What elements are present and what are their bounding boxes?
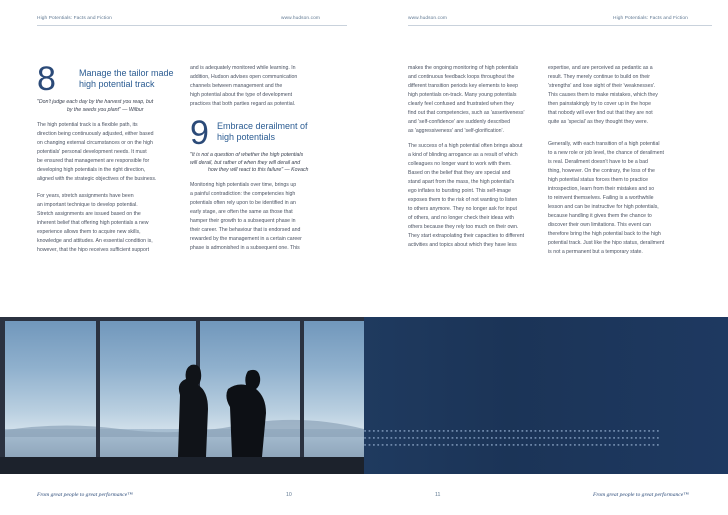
running-header-url: www.hudson.com [281, 16, 320, 21]
page-number-right: 11 [435, 492, 441, 498]
section-9-title-line2: high potentials [217, 131, 276, 142]
header-rule [37, 25, 347, 26]
col3-p2-line: of others, and no longer check their ideas with [408, 215, 514, 221]
col4-p2-line: therefore bring the high potential back to the high [548, 231, 661, 237]
column-1-paragraph-2 [37, 192, 185, 255]
col2-p2-line: potentials often rely upon to be identified in an [190, 200, 296, 206]
col4-p2-line: to a new role or job level, the chance of derailment [548, 150, 664, 156]
col3-p2-line: to others anymore. They no longer ask for input [408, 206, 517, 212]
section-8-title [79, 68, 174, 89]
col1-p2-line: an important technique to develop potential. [37, 202, 138, 208]
running-header-url-right: www.hudson.com [408, 16, 447, 21]
business-people-silhouette-photo [0, 317, 364, 474]
col4-p2-line: introspection, learn from their mistakes and so [548, 186, 655, 192]
col2-p2-line: phase is admonished in a subsequent one. This [190, 245, 300, 251]
col3-p1-line: makes the ongoing monitoring of high potentials [408, 65, 519, 71]
col1-p1-line: The high potential track is a flexible path, its [37, 122, 138, 128]
col3-p2-line: others because they rely too much on their own. [408, 224, 519, 230]
section-9-title [217, 121, 308, 142]
column-2 [190, 64, 340, 109]
col4-p2-line: to reinvent themselves. Failing is a worthwhile [548, 195, 654, 201]
col3-p1-line: and continuous feedback loops throughout the [408, 74, 515, 80]
col2-p2-line: early stage, are often the same as those that [190, 209, 293, 215]
col1-p1-line: potentials' personal development needs. It must [37, 149, 147, 155]
col4-p2-line: is not a permanent but a temporary state. [548, 249, 643, 255]
col4-p2-line: potential track. Just like the hipo status, derailment [548, 240, 665, 246]
col4-p1-line: quite as 'special' as they thought they were. [548, 119, 649, 125]
col4-p2-line: high potential status forces them to practice [548, 177, 649, 183]
section-8-quote [37, 99, 187, 114]
col1-p1-line: be ensured that management are responsible for [37, 158, 150, 164]
column-4-paragraph-1 [548, 64, 698, 127]
col2-p2-line: hamper their growth to a subsequent phase in [190, 218, 296, 224]
page-number-left: 10 [286, 492, 292, 498]
section-8-title-line1: Manage the tailor made [79, 68, 174, 78]
decorative-dot-pattern-row-1: ■ ■ ■ ■ ■ ■ ■ ■ ■ ■ ■ ■ ■ ■ ■ ■ ■ ■ ■ ■ ■ ■ ■ ■ ■ ■ ■ ■ ■ ■ ■ ■ ■ ■ ■ ■ ■ ■ ■ ■ ■ ■ ■ ■ ■ ■ ■ ■ ■ ■ ■ ■ ■ ■ ■ ■ ■ ■ ■ ■ ■ ■ ■ ■ ■ ■ ■ ■ [364, 429, 660, 433]
col1-p2-line: Stretch assignments are issued based on the [37, 211, 141, 217]
col4-p2-line: thing, however. On the contrary, the loss of the [548, 168, 655, 174]
col3-p1-line: high potentials on-track. Many young potentials [408, 92, 517, 98]
silhouette-photo-graphic [0, 317, 364, 474]
col3-p2-line: colleagues no longer want to work with them. [408, 161, 512, 167]
col3-p2-line: Based on the belief that they are special and [408, 170, 511, 176]
col4-p2-line: lesson and can be instructive for high potentials, [548, 204, 659, 210]
col3-p1-line: and 'self-confidence' are suddenly described [408, 119, 511, 125]
col1-p1-line: on changing external circumstances or on the high [37, 140, 153, 146]
col2-p1-line: and is adequately monitored while learning. In [190, 65, 296, 71]
col3-p2-line: They start extrapolating their capacities to different [408, 233, 525, 239]
col2-p1-line: practices that both parties regard as potential. [190, 101, 296, 107]
col3-p2-line: ego inflates to bursting point. This self-image [408, 188, 511, 194]
running-header-left: High Potentials: Facts and Fiction [37, 16, 112, 21]
footer-tagline-right: From great people to great performance™ [593, 492, 689, 498]
col1-p2-line: however, that the hipo receives sufficient support [37, 247, 150, 253]
col2-p2-line: Monitoring high potentials over time, brings up [190, 182, 297, 188]
column-2-paragraph-2 [190, 181, 340, 253]
section-8-title-line2: high potential track [79, 78, 155, 89]
section-9-quote-line2: will derail, but rather of when they will derail and [190, 159, 301, 166]
section-8-quote-line1: "Don't judge each day by the harvest you reap, but [37, 99, 154, 105]
running-header-title-right: High Potentials: Facts and Fiction [613, 16, 688, 21]
decorative-dot-pattern-row-2: ■ ■ ■ ■ ■ ■ ■ ■ ■ ■ ■ ■ ■ ■ ■ ■ ■ ■ ■ ■ ■ ■ ■ ■ ■ ■ ■ ■ ■ ■ ■ ■ ■ ■ ■ ■ ■ ■ ■ ■ ■ ■ ■ ■ ■ ■ ■ ■ ■ ■ ■ ■ ■ ■ ■ ■ ■ ■ ■ ■ ■ ■ ■ ■ ■ ■ ■ ■ [364, 436, 660, 440]
right-page [364, 0, 728, 515]
col1-p2-line: For years, stretch assignments have been [37, 193, 134, 199]
col2-p1-line: high potential about the type of development [190, 92, 293, 98]
col4-p1-line: expertise, and are perceived as pedantic as a [548, 65, 653, 71]
decorative-dot-pattern-row-3: ■ ■ ■ ■ ■ ■ ■ ■ ■ ■ ■ ■ ■ ■ ■ ■ ■ ■ ■ ■ ■ ■ ■ ■ ■ ■ ■ ■ ■ ■ ■ ■ ■ ■ ■ ■ ■ ■ ■ ■ ■ ■ ■ ■ ■ ■ ■ ■ ■ ■ ■ ■ ■ ■ ■ ■ ■ ■ ■ ■ ■ ■ ■ ■ ■ ■ ■ ■ [364, 443, 660, 447]
col3-p1-line: find out that competencies, such as 'assertiveness' [408, 110, 525, 116]
col1-p2-line: experience allows them to acquire new skills, [37, 229, 141, 235]
column-1-paragraph-1 [37, 121, 185, 184]
footer-tagline-left: From great people to great performance™ [37, 492, 133, 498]
column-3-paragraph-1 [408, 64, 548, 136]
col3-p2-line: activities and topics about which they have less [408, 242, 517, 248]
col3-p2-line: The success of a high potential often brings about [408, 143, 523, 149]
col1-p2-line: knowledge and attitudes. An essential condition is, [37, 238, 153, 244]
section-number-8: 8 [37, 60, 56, 98]
col1-p1-line: aligned with the strategic objectives of the business. [37, 176, 157, 182]
col1-p1-line: developing high potentials in the right direction, [37, 167, 146, 173]
col3-p1-line: different transition periods key elements to keep [408, 83, 519, 89]
header-rule-right [408, 25, 712, 26]
col4-p2-line: because handling it gives them the chance to [548, 213, 652, 219]
col4-p1-line: that nobody will ever find out that they are not [548, 110, 653, 116]
col1-p2-line: inherent belief that offering high potentials a new [37, 220, 149, 226]
column-3-paragraph-2 [408, 142, 548, 250]
col3-p2-line: a kind of blinding arrogance as a result of which [408, 152, 518, 158]
col4-p2-line: discover their own limitations. This event can [548, 222, 651, 228]
section-8-quote-line2: by the seeds you plant" — Wilbur [67, 106, 144, 113]
col4-p1-line: 'strengths' and lose sight of their 'weaknesses'. [548, 83, 656, 89]
column-3 [408, 64, 548, 250]
col3-p1-line: clearly feel confused and frustrated when they [408, 101, 514, 107]
col3-p2-line: exposes them to the risk of not wanting to listen [408, 197, 518, 203]
column-2-paragraph-1 [190, 64, 340, 109]
col2-p2-line: their career. The behaviour that is endorsed and [190, 227, 301, 233]
column-4-paragraph-2 [548, 140, 698, 257]
col4-p1-line: result. They merely continue to build on their [548, 74, 650, 80]
section-9-quote-line3: how they will react to this failure" — Kovach [208, 167, 309, 174]
section-9-title-line1: Embrace derailment of [217, 121, 308, 131]
col3-p2-line: stand apart from the mass, the high potential's [408, 179, 515, 185]
section-9-quote-line1: "It is not a question of whether the high potentials [190, 152, 304, 158]
col1-p1-line: direction being continuously adjusted, either based [37, 131, 154, 137]
col2-p1-line: channels between management and the [190, 83, 283, 89]
col4-p2-line: Generally, with each transition of a high potential [548, 141, 660, 147]
col4-p1-line: This causes them to make mistakes, which they [548, 92, 658, 98]
col3-p1-line: as 'aggressiveness' and 'self-glorification'. [408, 128, 504, 134]
col2-p2-line: a painful contradiction: the competencies high [190, 191, 296, 197]
col4-p2-line: is real. Derailment doesn't have to be a bad [548, 159, 648, 165]
col4-p1-line: then painstakingly try to cover up in the hope [548, 101, 651, 107]
column-4 [548, 64, 698, 257]
col2-p2-line: rewarded by the management in a certain career [190, 236, 302, 242]
col2-p1-line: addition, Hudson advises open communication [190, 74, 298, 80]
dark-blue-panel [364, 317, 728, 474]
section-9-quote [190, 152, 350, 175]
column-1 [37, 121, 185, 255]
section-number-9: 9 [190, 114, 209, 152]
column-2-continued [190, 181, 340, 253]
